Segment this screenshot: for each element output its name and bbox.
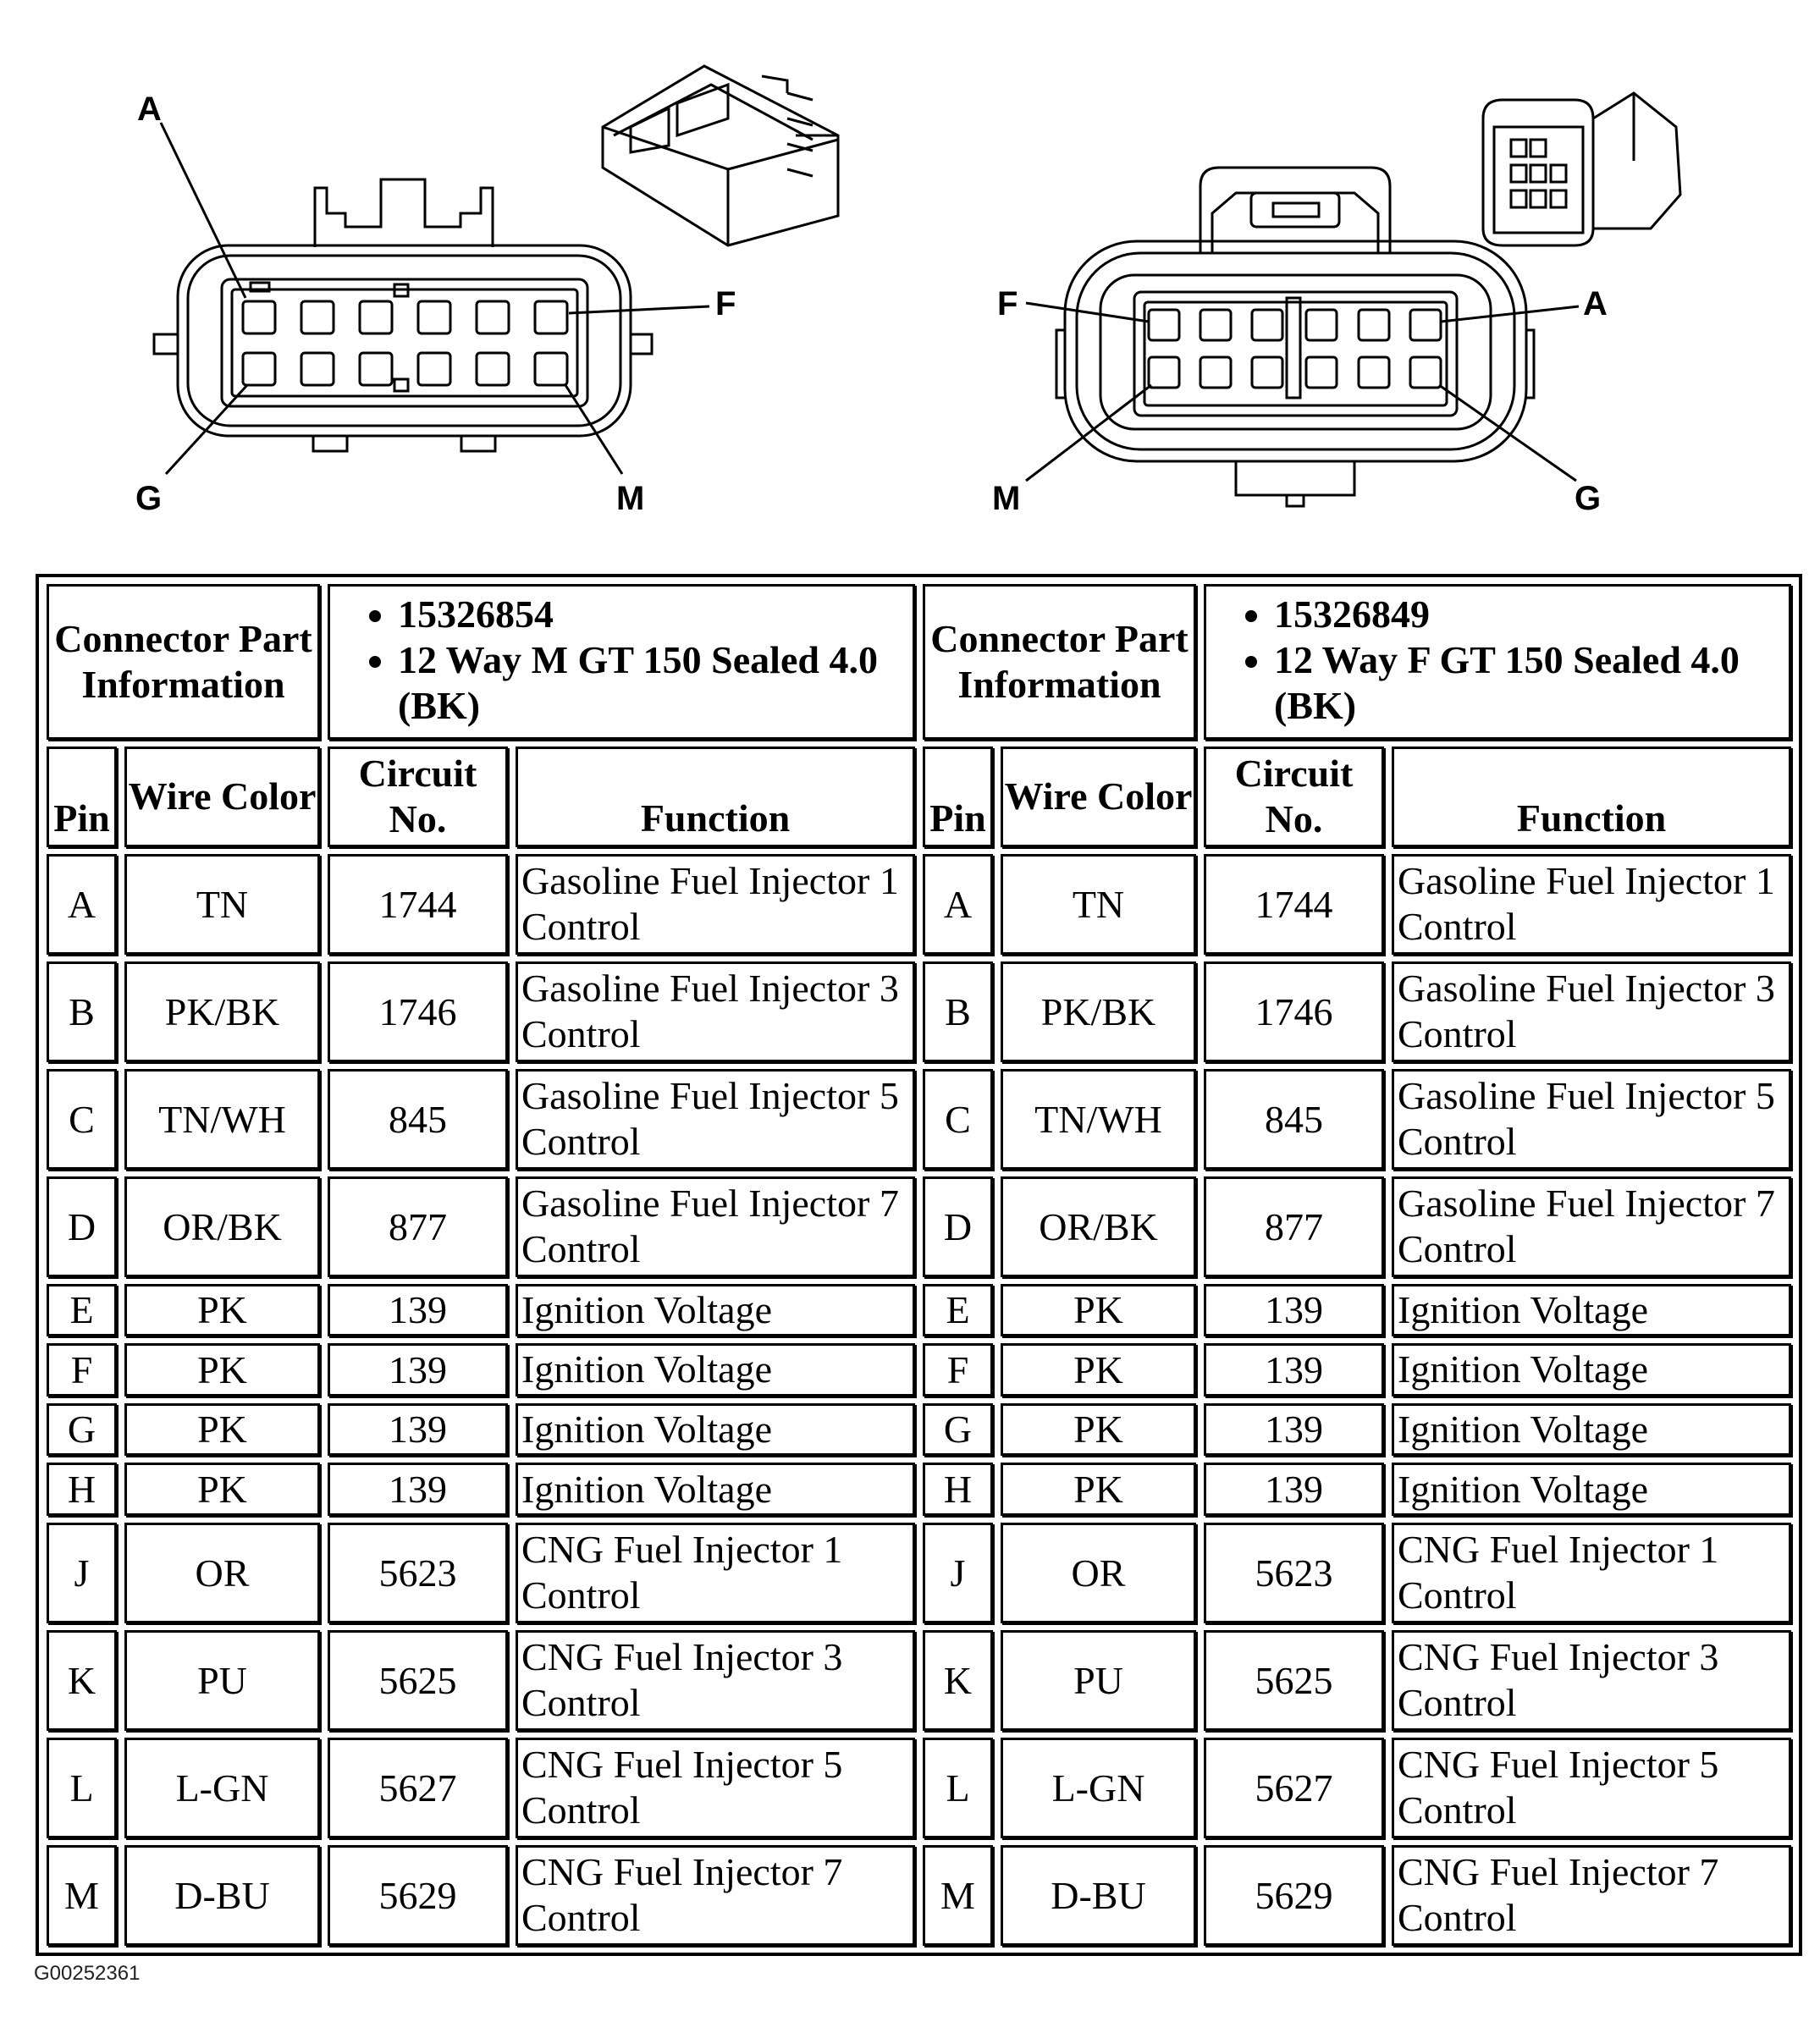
right-circuit-cell: 139	[1204, 1284, 1384, 1337]
left-pin-cell: C	[47, 1069, 117, 1170]
table-row	[47, 961, 1791, 1062]
left-connector-face	[154, 123, 709, 474]
left-circuit-cell: 139	[328, 1284, 508, 1337]
col-header-wire-color: Wire Color	[1001, 747, 1196, 847]
right-circuit-cell: 877	[1204, 1176, 1384, 1277]
left-circuit-cell: 139	[328, 1343, 508, 1397]
left-circuit-cell: 5629	[328, 1845, 508, 1946]
left-function-cell: Gasoline Fuel Injector 1 Control	[516, 854, 915, 955]
left-wire-color-cell: PK	[124, 1463, 320, 1516]
right-wire-color-cell: OR	[1001, 1523, 1196, 1623]
right-label-top-left: F	[997, 285, 1018, 322]
left-pin-cell: M	[47, 1845, 117, 1946]
right-circuit-cell: 845	[1204, 1069, 1384, 1170]
right-connector-face	[1026, 168, 1579, 506]
right-function-cell: Gasoline Fuel Injector 5 Control	[1392, 1069, 1791, 1170]
right-function-cell: Gasoline Fuel Injector 1 Control	[1392, 854, 1791, 955]
right-circuit-cell: 5627	[1204, 1738, 1384, 1838]
right-wire-color-cell: PK	[1001, 1343, 1196, 1397]
right-circuit-cell: 1744	[1204, 854, 1384, 955]
right-circuit-cell: 5623	[1204, 1523, 1384, 1623]
left-wire-color-cell: PK/BK	[124, 961, 320, 1062]
left-circuit-cell: 5625	[328, 1630, 508, 1731]
left-function-cell: Gasoline Fuel Injector 7 Control	[516, 1176, 915, 1277]
right-wire-color-cell: TN/WH	[1001, 1069, 1196, 1170]
col-header-function: Function	[516, 747, 915, 847]
right-wire-color-cell: PK	[1001, 1403, 1196, 1457]
left-label-top-left: A	[137, 91, 162, 128]
right-part-description: • 12 Way F GT 150 Sealed 4.0 (BK)	[1274, 637, 1782, 729]
right-pin-cell: K	[923, 1630, 993, 1731]
left-pin-cell: K	[47, 1630, 117, 1731]
left-part-info	[328, 584, 915, 740]
col-header-pin: Pin	[923, 747, 993, 847]
figure-id: G00252361	[34, 1962, 141, 1985]
right-function-cell: CNG Fuel Injector 5 Control	[1392, 1738, 1791, 1838]
female-connector-3d-icon	[1483, 93, 1680, 245]
right-function-cell: CNG Fuel Injector 3 Control	[1392, 1630, 1791, 1731]
left-wire-color-cell: OR/BK	[124, 1176, 320, 1277]
left-label-bottom-left: G	[135, 480, 163, 517]
left-pin-cell: G	[47, 1403, 117, 1457]
table-row	[47, 1738, 1791, 1838]
right-circuit-cell: 139	[1204, 1403, 1384, 1457]
table-row	[47, 854, 1791, 955]
right-wire-color-cell: PK/BK	[1001, 961, 1196, 1062]
table-row	[47, 1284, 1791, 1337]
right-part-info-header: Connector Part Information	[923, 584, 1196, 740]
table-row	[47, 1845, 1791, 1946]
col-header-circuit: Circuit No.	[1204, 747, 1384, 847]
table-row	[47, 1343, 1791, 1397]
right-label-bottom-right: G	[1575, 480, 1602, 517]
left-label-top-right: F	[715, 285, 736, 322]
left-function-cell: Ignition Voltage	[516, 1343, 915, 1397]
right-function-cell: Ignition Voltage	[1392, 1284, 1791, 1337]
left-pin-cell: E	[47, 1284, 117, 1337]
right-function-cell: Ignition Voltage	[1392, 1343, 1791, 1397]
left-function-cell: Gasoline Fuel Injector 5 Control	[516, 1069, 915, 1170]
right-pin-cell: L	[923, 1738, 993, 1838]
right-pin-cell: E	[923, 1284, 993, 1337]
right-function-cell: Gasoline Fuel Injector 7 Control	[1392, 1176, 1791, 1277]
left-pin-cavities	[243, 301, 567, 385]
table-row	[47, 1176, 1791, 1277]
left-pin-cell: H	[47, 1463, 117, 1516]
left-pin-cell: F	[47, 1343, 117, 1397]
right-wire-color-cell: PK	[1001, 1463, 1196, 1516]
col-header-pin: Pin	[47, 747, 117, 847]
left-circuit-cell: 1746	[328, 961, 508, 1062]
left-circuit-cell: 5627	[328, 1738, 508, 1838]
right-wire-color-cell: TN	[1001, 854, 1196, 955]
left-wire-color-cell: D-BU	[124, 1845, 320, 1946]
left-function-cell: Gasoline Fuel Injector 3 Control	[516, 961, 915, 1062]
right-pin-cell: G	[923, 1403, 993, 1457]
left-wire-color-cell: PU	[124, 1630, 320, 1731]
right-circuit-cell: 5625	[1204, 1630, 1384, 1731]
left-wire-color-cell: PK	[124, 1403, 320, 1457]
pin-rows	[47, 854, 1791, 1946]
left-wire-color-cell: PK	[124, 1284, 320, 1337]
left-wire-color-cell: TN/WH	[124, 1069, 320, 1170]
right-part-number: • 15326849	[1274, 592, 1782, 637]
left-circuit-cell: 1744	[328, 854, 508, 955]
left-circuit-cell: 139	[328, 1403, 508, 1457]
left-part-description: • 12 Way M GT 150 Sealed 4.0 (BK)	[398, 637, 906, 729]
table-row	[47, 1069, 1791, 1170]
right-pin-cell: A	[923, 854, 993, 955]
pinout-table	[36, 574, 1802, 1956]
left-pin-cell: B	[47, 961, 117, 1062]
left-function-cell: CNG Fuel Injector 5 Control	[516, 1738, 915, 1838]
right-function-cell: Gasoline Fuel Injector 3 Control	[1392, 961, 1791, 1062]
left-function-cell: Ignition Voltage	[516, 1284, 915, 1337]
left-pin-cell: A	[47, 854, 117, 955]
col-header-function: Function	[1392, 747, 1791, 847]
right-pin-cell: B	[923, 961, 993, 1062]
right-wire-color-cell: PK	[1001, 1284, 1196, 1337]
table-row	[47, 1403, 1791, 1457]
right-function-cell: CNG Fuel Injector 1 Control	[1392, 1523, 1791, 1623]
right-wire-color-cell: L-GN	[1001, 1738, 1196, 1838]
column-header-row	[47, 747, 1791, 847]
left-wire-color-cell: L-GN	[124, 1738, 320, 1838]
right-pin-cavities	[1149, 310, 1441, 388]
right-pin-cell: F	[923, 1343, 993, 1397]
right-pin-cell: D	[923, 1176, 993, 1277]
left-label-bottom-right: M	[616, 480, 645, 517]
left-function-cell: CNG Fuel Injector 3 Control	[516, 1630, 915, 1731]
right-part-info	[1204, 584, 1791, 740]
table-row	[47, 1630, 1791, 1731]
right-pin-cell: H	[923, 1463, 993, 1516]
col-header-wire-color: Wire Color	[124, 747, 320, 847]
left-wire-color-cell: OR	[124, 1523, 320, 1623]
left-function-cell: CNG Fuel Injector 1 Control	[516, 1523, 915, 1623]
right-circuit-cell: 139	[1204, 1463, 1384, 1516]
connector-diagrams	[0, 0, 1820, 576]
table-row	[47, 1523, 1791, 1623]
left-circuit-cell: 845	[328, 1069, 508, 1170]
left-function-cell: Ignition Voltage	[516, 1463, 915, 1516]
male-connector-3d-icon	[603, 66, 838, 245]
right-function-cell: Ignition Voltage	[1392, 1463, 1791, 1516]
left-wire-color-cell: PK	[124, 1343, 320, 1397]
right-wire-color-cell: PU	[1001, 1630, 1196, 1731]
left-part-info-header: Connector Part Information	[47, 584, 320, 740]
left-circuit-cell: 877	[328, 1176, 508, 1277]
right-circuit-cell: 5629	[1204, 1845, 1384, 1946]
right-circuit-cell: 1746	[1204, 961, 1384, 1062]
right-pin-cell: M	[923, 1845, 993, 1946]
left-pin-cell: D	[47, 1176, 117, 1277]
left-pin-cell: J	[47, 1523, 117, 1623]
left-circuit-cell: 5623	[328, 1523, 508, 1623]
left-wire-color-cell: TN	[124, 854, 320, 955]
left-function-cell: Ignition Voltage	[516, 1403, 915, 1457]
right-pin-cell: J	[923, 1523, 993, 1623]
left-part-number: • 15326854	[398, 592, 906, 637]
right-label-bottom-left: M	[992, 480, 1021, 517]
right-wire-color-cell: OR/BK	[1001, 1176, 1196, 1277]
right-function-cell: Ignition Voltage	[1392, 1403, 1791, 1457]
left-function-cell: CNG Fuel Injector 7 Control	[516, 1845, 915, 1946]
table-row	[47, 1463, 1791, 1516]
right-pin-cell: C	[923, 1069, 993, 1170]
left-pin-cell: L	[47, 1738, 117, 1838]
right-circuit-cell: 139	[1204, 1343, 1384, 1397]
right-label-top-right: A	[1583, 285, 1608, 322]
part-info-row	[47, 584, 1791, 740]
col-header-circuit: Circuit No.	[328, 747, 508, 847]
right-wire-color-cell: D-BU	[1001, 1845, 1196, 1946]
left-circuit-cell: 139	[328, 1463, 508, 1516]
right-function-cell: CNG Fuel Injector 7 Control	[1392, 1845, 1791, 1946]
